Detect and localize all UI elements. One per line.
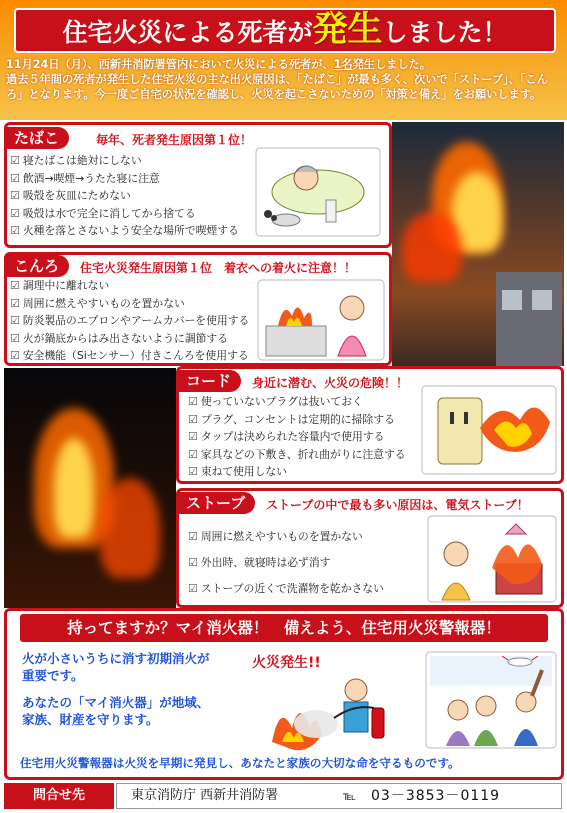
list-item: ☑ タップは決められた容量内で使用する <box>188 428 406 446</box>
phone-icon: ℡ <box>343 789 356 803</box>
title-big: 発生 <box>312 10 383 50</box>
list-item: ☑ ストーブの近くで洗濯物を乾かさない <box>188 576 384 602</box>
contact-office: 東京消防庁 西新井消防署 <box>131 788 279 803</box>
code-tag: コード <box>176 370 241 392</box>
intro-death-count: 1名 <box>333 58 353 71</box>
cooking-fire-illustration <box>256 278 386 362</box>
list-item: ☑ 家具などの下敷き、折れ曲がりに注意する <box>188 446 406 464</box>
intro-rest: 過去５年間の死者が発生した住宅火災の主な出火原因は、「たばこ」が最も多く、次いで「ストーブ」、「こんろ」となります。今一度ご自宅の状況を確認し、火災を起こさないための「対策と備え」をお願いします。 <box>6 73 548 101</box>
konro-list <box>10 277 249 365</box>
contact-phone: 03－3853－0119 <box>371 788 501 804</box>
stove-tag: ストーブ <box>176 492 255 514</box>
list-item: ☑ 防炎製品のエプロンやアームカバーを使用する <box>10 312 249 330</box>
page-title <box>14 8 556 53</box>
stove-list <box>188 524 384 602</box>
list-item: ☑ 調理中に離れない <box>10 277 249 295</box>
stove-fire-illustration <box>426 514 558 604</box>
code-list <box>188 393 406 481</box>
list-item: ☑ 寝たばこは絶対にしない <box>10 152 239 170</box>
intro-line1: 11月24日（月）、西新井消防署管内において火災による死者が、 <box>6 58 334 71</box>
tabako-subhead: 毎年、死者発生原因第１位！ <box>96 133 253 147</box>
list-item: ☑ 吸殻は水で完全に消してから捨てる <box>10 205 239 223</box>
outlet-fire-illustration <box>420 384 558 476</box>
sleeping-smoker-illustration <box>248 144 388 244</box>
night-fire-photo <box>4 368 176 608</box>
konro-subhead: 住宅火災発生原因第１位 着衣への着火に注意！！ <box>80 261 357 275</box>
banner-text1: 火が小さいうちに消す初期消火が重要です。 <box>22 651 210 683</box>
list-item: ☑ 周囲に燃えやすいものを置かない <box>188 524 384 550</box>
list-item: ☑ 安全機能（Siセンサー）付きこんろを使用する <box>10 347 249 365</box>
title-pre: 住宅火災による死者が <box>62 18 313 47</box>
burning-house-photo <box>392 122 564 366</box>
list-item: ☑ 周囲に燃えやすいものを置かない <box>10 295 249 313</box>
banner-text3: 住宅用火災警報器は火災を早期に発見し、あなたと家族の大切な命を守るものです。 <box>20 756 460 770</box>
contact-label: 問合せ先 <box>4 783 114 809</box>
list-item: ☑ 吸殻を灰皿にためない <box>10 187 239 205</box>
fire-label: 火災発生!! <box>252 655 321 671</box>
list-item: ☑ 火が鍋底からはみ出さないように調節する <box>10 330 249 348</box>
intro-text <box>6 57 562 102</box>
code-subhead: 身近に潜む、火災の危険！！ <box>252 376 409 390</box>
smoke-alarm-illustration <box>424 650 558 750</box>
list-item: ☑ 火種を落とさないよう安全な場所で喫煙する <box>10 222 239 240</box>
tabako-tag: たばこ <box>4 127 69 149</box>
stove-subhead: ストーブの中で最も多い原因は、電気ストーブ！ <box>266 498 529 512</box>
konro-tag: こんろ <box>4 255 69 277</box>
intro-line1-end: 発生しました。 <box>352 58 431 71</box>
list-item: ☑ 外出時、就寝時は必ず消す <box>188 550 384 576</box>
list-item: ☑ プラグ、コンセントは定期的に掃除する <box>188 411 406 429</box>
tabako-list <box>10 152 239 240</box>
contact-box <box>116 783 562 809</box>
list-item: ☑ 使っていないプラグは抜いておく <box>188 393 406 411</box>
banner-title: 持ってますか？マイ消火器！ 備えよう、住宅用火災警報器！ <box>20 614 548 642</box>
banner-text2: あなたの「マイ消火器」が地域、家族、財産を守ります。 <box>22 695 210 727</box>
title-post: しました！ <box>382 18 508 47</box>
extinguisher-illustration <box>252 672 412 752</box>
list-item: ☑ 束ねて使用しない <box>188 463 406 481</box>
list-item: ☑ 飲酒→喫煙→うたた寝に注意 <box>10 170 239 188</box>
